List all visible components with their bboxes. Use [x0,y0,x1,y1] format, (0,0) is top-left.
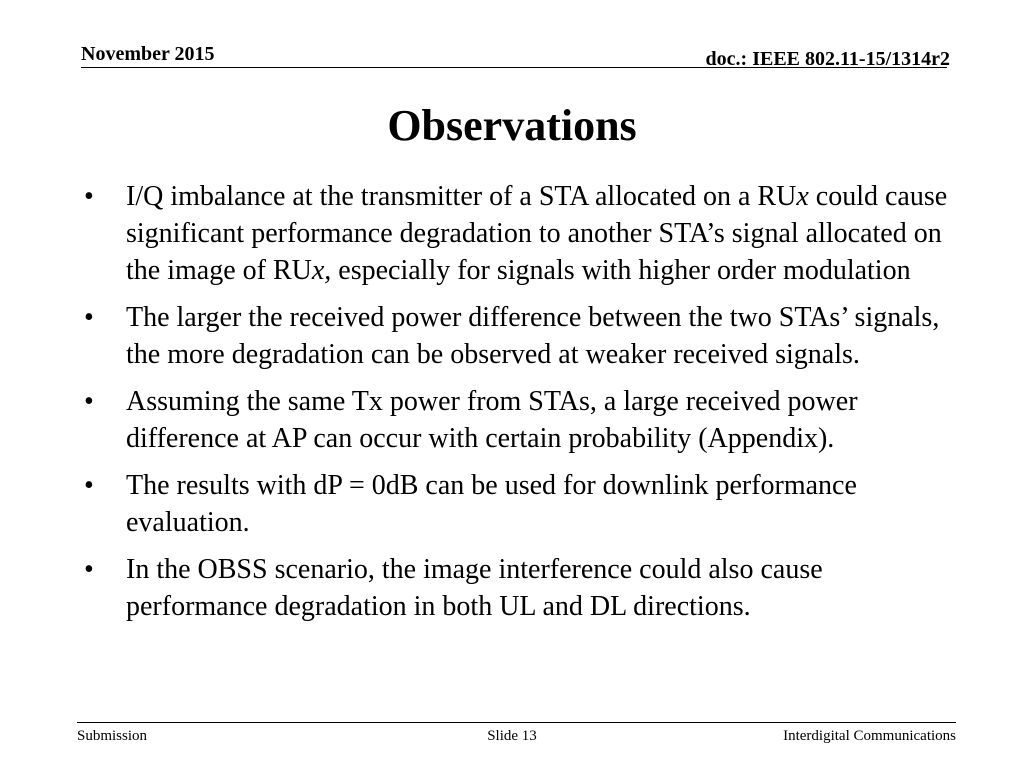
header-doc-id: doc.: IEEE 802.11-15/1314r2 [705,48,950,70]
header-date: November 2015 [81,43,215,65]
bullet-item [84,551,964,625]
text-run: I/Q imbalance at the transmitter of a STA allocated on a RU [126,181,797,212]
bullet-text [126,181,947,286]
bullet-dot-icon: • [84,554,94,585]
bullet-item [84,299,964,373]
bullet-dot-icon: • [84,470,94,501]
footer-slide-number: Slide 13 [487,728,537,744]
slide-title: Observations [387,101,637,150]
text-run: The larger the received power difference between the two STAs’ signals, the more degradation can be observed at weaker received signals. [126,302,940,370]
text-run: especially for signals with higher order modulation [331,255,911,286]
bullet-dot-icon: • [84,181,94,212]
bullet-text [126,470,857,538]
footer-submission: Submission [77,728,148,744]
bullet-dot-icon: • [84,302,94,333]
bullet-text [126,386,858,454]
italic-run: x [796,181,809,212]
bullet-text [126,554,823,622]
bullet-item [84,383,964,457]
bullet-item [84,178,964,289]
text-run: In the OBSS scenario, the image interference could also cause performance degradation in both UL and DL directions. [126,554,823,622]
header-divider [81,67,947,68]
bullet-item [84,467,964,541]
footer-organization: Interdigital Communications [783,728,956,744]
text-run: could cause significant performance degradation to another STA’s signal allocated on the image of RU [126,181,948,286]
italic-run: x, [311,255,332,286]
bullet-dot-icon: • [84,386,94,417]
bullet-list [84,178,964,635]
text-run: The results with dP = 0dB can be used for downlink performance evaluation. [126,470,857,538]
bullet-text [126,302,939,370]
text-run: Assuming the same Tx power from STAs, a large received power difference at AP can occur with certain probability (Appendix). [126,386,858,454]
footer-divider [77,722,956,723]
